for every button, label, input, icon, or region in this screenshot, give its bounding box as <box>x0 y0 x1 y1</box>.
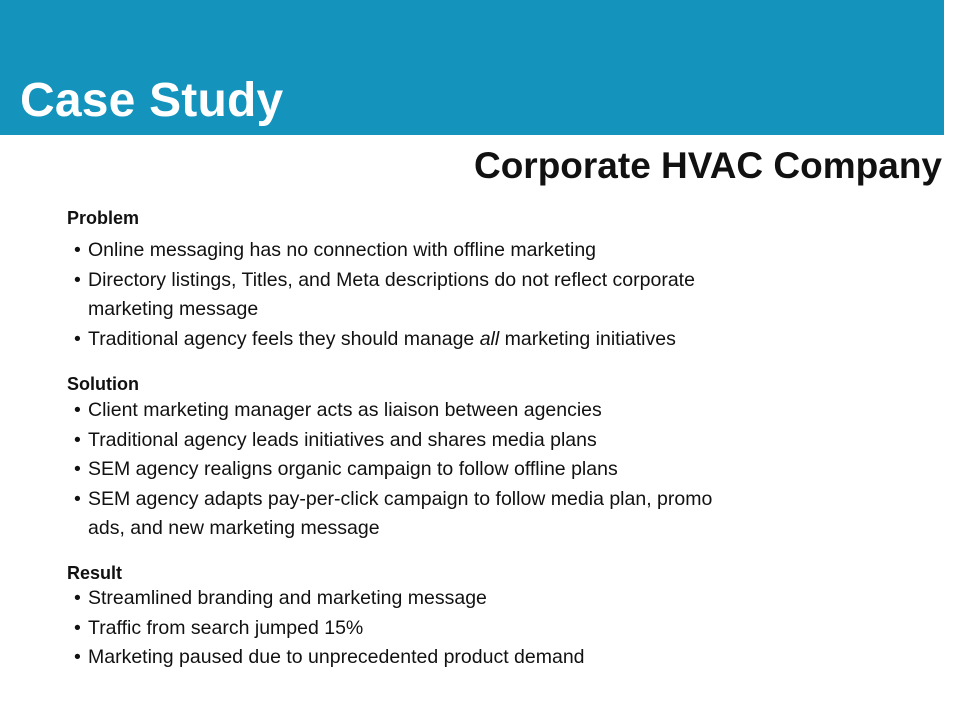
bullet-glyph: • <box>74 487 81 510</box>
result-heading: Result <box>67 563 123 583</box>
result-bullet-1-text: Streamlined branding and marketing message <box>88 587 487 609</box>
bullet-glyph: • <box>74 268 81 291</box>
problem-bullet-1-text: Online messaging has no connection with offline marketing <box>88 239 597 261</box>
slide-subtitle: Corporate HVAC Company <box>473 145 942 186</box>
problem-bullet-2-line-2: marketing message <box>88 298 259 320</box>
result-bullet-3-text: Marketing paused due to unprecedented product demand <box>88 646 585 668</box>
problem-bullet-1 <box>74 236 904 266</box>
bullet-glyph: • <box>74 399 81 421</box>
solution-heading: Solution <box>67 374 139 394</box>
slide-title: Case Study <box>20 74 284 127</box>
result-bullet-2-text: Traffic from search jumped 15% <box>88 616 364 639</box>
problem-heading: Problem <box>67 208 140 228</box>
solution-bullet-4 <box>74 485 904 544</box>
result-bullet-1 <box>74 584 904 614</box>
bullet-glyph: • <box>74 428 81 451</box>
solution-bullet-1-text: Client marketing manager acts as liaison between agencies <box>88 399 602 421</box>
problem-bullet-3-after: marketing initiatives <box>499 327 676 350</box>
bullet-glyph: • <box>74 646 81 668</box>
bullet-glyph: • <box>74 239 81 261</box>
solution-bullet-2 <box>74 426 904 456</box>
result-bullet-3 <box>74 643 904 673</box>
bullet-glyph: • <box>74 458 81 480</box>
bullet-glyph: • <box>74 616 81 639</box>
bullet-glyph: • <box>74 587 81 609</box>
problem-bullet-3 <box>74 325 904 355</box>
problem-bullet-2 <box>74 266 904 325</box>
solution-bullet-list <box>74 396 904 544</box>
result-bullet-2 <box>74 614 904 644</box>
solution-bullet-3 <box>74 455 904 485</box>
problem-bullet-3-before: Traditional agency feels they should manage <box>88 327 480 350</box>
solution-bullet-2-text: Traditional agency leads initiatives and shares media plans <box>88 428 597 451</box>
bullet-glyph: • <box>74 327 81 350</box>
solution-bullet-3-text: SEM agency realigns organic campaign to follow offline plans <box>88 458 618 480</box>
problem-bullet-2-line-1: Directory listings, Titles, and Meta descriptions do not reflect corporate <box>88 268 695 291</box>
solution-bullet-4-line-2: ads, and new marketing message <box>88 517 380 539</box>
problem-bullet-list <box>74 236 904 354</box>
solution-bullet-1 <box>74 396 904 426</box>
solution-bullet-4-line-1: SEM agency adapts pay-per-click campaign to follow media plan, promo <box>88 487 713 510</box>
problem-bullet-3-emphasis: all <box>479 327 500 350</box>
result-bullet-list <box>74 584 904 673</box>
